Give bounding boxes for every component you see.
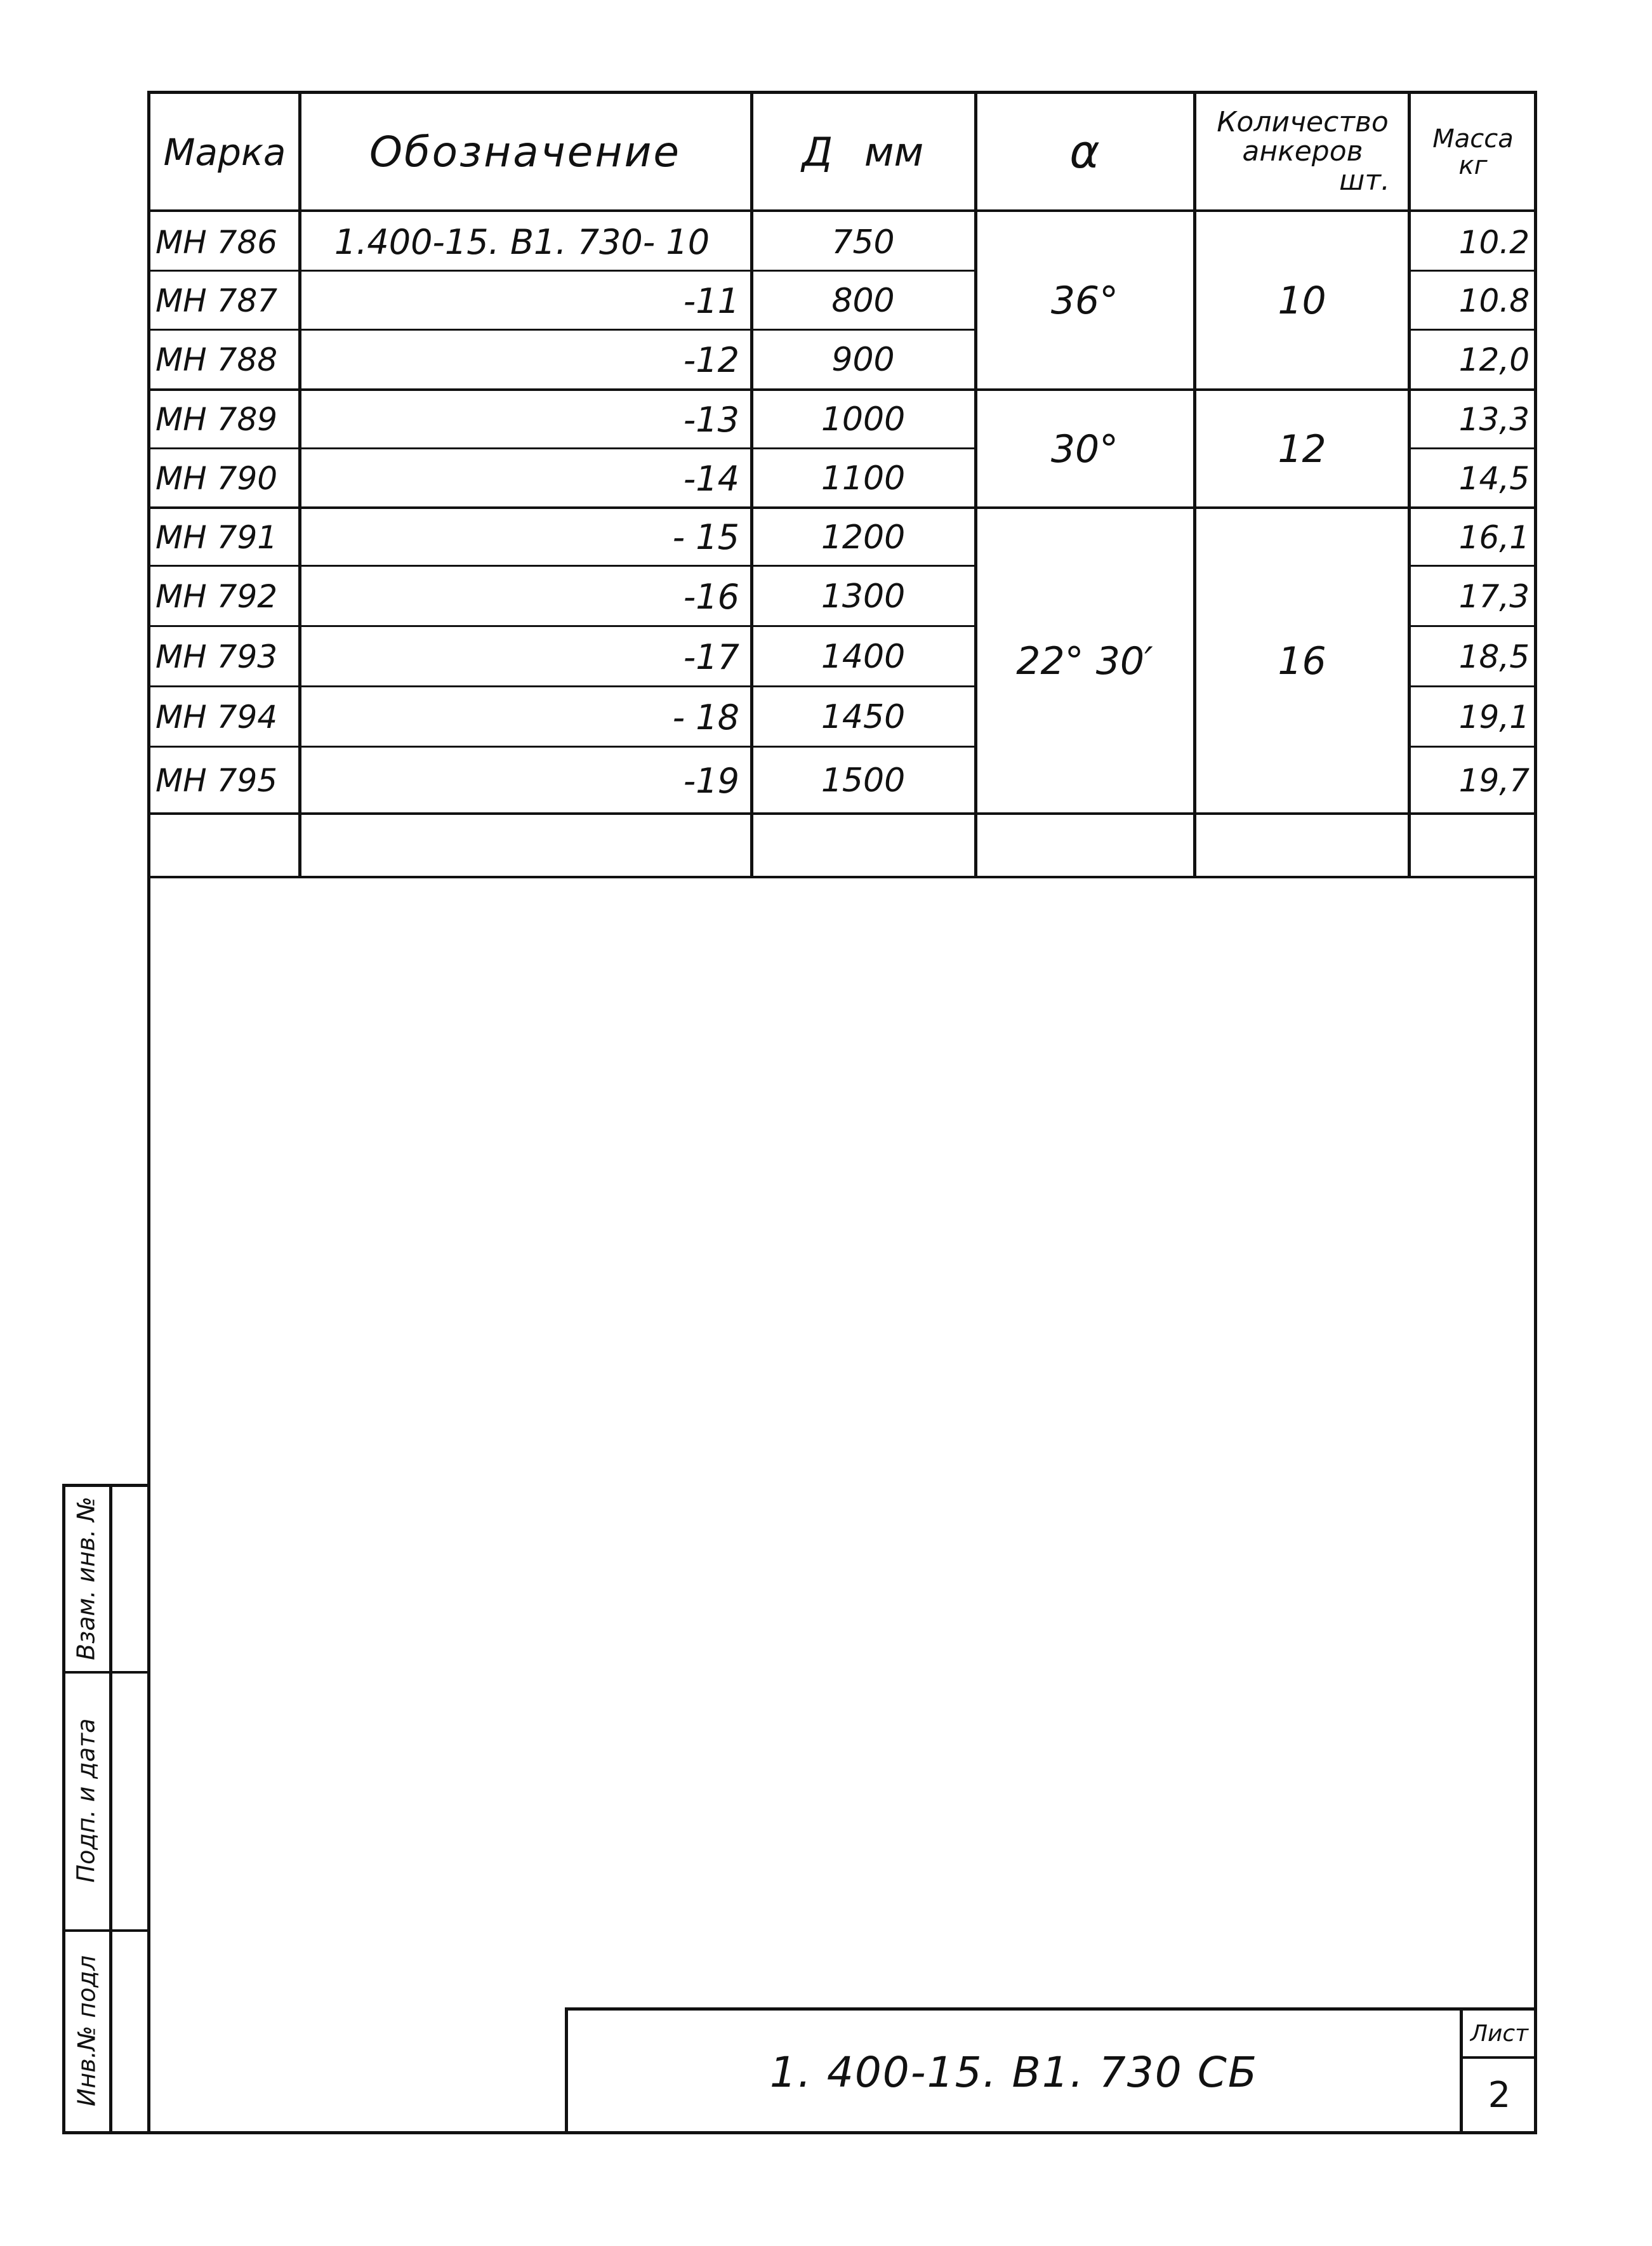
row-line: [1408, 625, 1537, 627]
row-oboznachenie: -13: [683, 399, 739, 440]
row-line: [147, 685, 750, 687]
row-d: 1450: [821, 698, 906, 736]
list-label: Лист: [1470, 2020, 1529, 2047]
header-massa: [1410, 95, 1536, 209]
header-kolichestvo-line2: анкеров: [1242, 135, 1363, 168]
header-kolichestvo-line3: шт.: [1339, 164, 1390, 197]
list-number: 2: [1488, 2075, 1511, 2116]
row-d: 1100: [821, 459, 906, 498]
row-marka: МН 789: [155, 401, 278, 438]
group-count-3: 16: [1278, 638, 1326, 684]
row-massa: 19,1: [1458, 699, 1530, 736]
row-marka: МН 791: [155, 519, 278, 556]
row-massa: 16,1: [1458, 519, 1530, 556]
row-marka: МН 787: [155, 282, 278, 319]
row-massa: 14,5: [1458, 460, 1530, 497]
header-line: [147, 209, 1537, 212]
header-massa-line2: кг: [1458, 151, 1488, 180]
side-stamp-divider: [109, 1484, 112, 2134]
header-alpha: α: [1069, 125, 1100, 179]
row-massa: 19,7: [1458, 762, 1530, 799]
row-oboznachenie: -17: [683, 637, 739, 677]
row-line: [750, 685, 974, 687]
header-kolichestvo-line1: Количество: [1217, 105, 1389, 138]
row-line: [1408, 329, 1537, 331]
row-line: [147, 329, 750, 331]
row-line: [147, 625, 750, 627]
row-oboznachenie: -16: [683, 576, 739, 617]
row-line: [147, 746, 750, 748]
row-line: [750, 746, 974, 748]
document-code: 1. 400-15. В1. 730 СБ: [769, 2048, 1259, 2097]
table-bottom-line: [147, 876, 1537, 878]
row-line: [1408, 270, 1537, 272]
row-line: [1408, 685, 1537, 687]
group-alpha-1: 36°: [1050, 278, 1119, 323]
row-line: [1408, 746, 1537, 748]
row-d: 1400: [821, 638, 906, 676]
row-d: 1300: [821, 578, 906, 616]
row-line: [1408, 447, 1537, 449]
row-line: [750, 270, 974, 272]
row-marka: МН 795: [155, 762, 278, 799]
group-alpha-3: 22° 30′: [1016, 638, 1153, 684]
row-line: [750, 625, 974, 627]
row-d: 800: [831, 282, 895, 320]
group-line-2: [147, 506, 1537, 509]
side-label-vzam: Взам. инв. №: [72, 1496, 100, 1661]
row-massa: 10.8: [1458, 282, 1530, 319]
row-marka: МН 788: [155, 341, 278, 378]
row-massa: 13,3: [1458, 401, 1530, 438]
row-d: 750: [831, 223, 895, 261]
row-marka: МН 794: [155, 699, 278, 736]
header-kolichestvo: [1196, 94, 1409, 209]
group-line-3: [147, 812, 1537, 815]
row-massa: 17,3: [1458, 578, 1530, 615]
row-d: 900: [831, 341, 895, 379]
row-line: [750, 447, 974, 449]
row-d: 1500: [821, 762, 906, 800]
group-count-2: 12: [1278, 426, 1326, 472]
row-massa: 18,5: [1458, 638, 1530, 675]
row-d: 1000: [821, 400, 906, 439]
row-marka: МН 793: [155, 638, 278, 675]
row-line: [750, 329, 974, 331]
row-oboznachenie: -19: [683, 760, 739, 801]
header-massa-line1: Масса: [1432, 124, 1514, 154]
row-oboznachenie: - 18: [672, 697, 739, 737]
side-label-podp: Подп. и дата: [72, 1718, 100, 1883]
row-line: [147, 270, 750, 272]
group-line-1: [147, 388, 1537, 391]
row-oboznachenie: 1.400-15. В1. 730- 10: [334, 222, 710, 262]
row-massa: 12,0: [1458, 341, 1530, 378]
row-oboznachenie: -12: [683, 340, 739, 380]
header-marka: Марка: [163, 130, 286, 174]
row-marka: МН 792: [155, 578, 278, 615]
group-alpha-2: 30°: [1050, 426, 1119, 472]
row-line: [147, 565, 750, 567]
group-count-1: 10: [1278, 278, 1326, 323]
row-marka: МН 790: [155, 460, 278, 497]
row-line: [147, 447, 750, 449]
row-oboznachenie: -14: [683, 458, 739, 499]
row-oboznachenie: -11: [683, 281, 739, 321]
row-massa: 10.2: [1458, 223, 1530, 261]
header-d-mm: Д мм: [802, 129, 924, 176]
header-oboznachenie: Обозначение: [369, 128, 681, 177]
row-line: [1408, 565, 1537, 567]
row-oboznachenie: - 15: [672, 517, 739, 557]
side-label-inv: Инв.№ подл: [72, 1955, 101, 2107]
row-marka: МН 786: [155, 223, 278, 261]
row-line: [750, 565, 974, 567]
row-d: 1200: [821, 518, 906, 557]
